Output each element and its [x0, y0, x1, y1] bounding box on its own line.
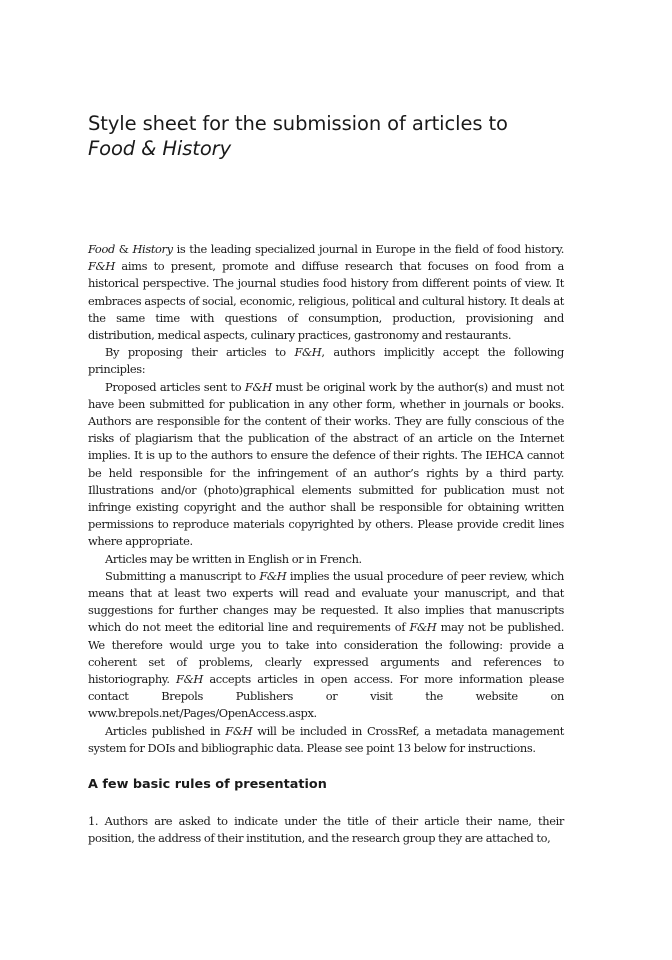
intro-p1-text2: aims to present, promote and diffuse research that focuses on food from a historical perspective. The journal studies food history from different points of view. It embraces aspects of social, economic, religious, political and cultural history. It deals at the same time with questions of consumption, production, provisioning and distribution, medical aspects, culinary practices, gastronomy and restaurants. [88, 259, 564, 343]
abbrev-fh: F&H [88, 259, 115, 274]
intro-p5-post: accepts articles in open access. For more information please contact Brepols Publishers or visit the website on www.brepols.net/Pages/OpenAccess.aspx. [88, 672, 564, 721]
document-title [88, 111, 564, 161]
intro-p2-post: , authors implicitly accept the following principles: [88, 345, 564, 377]
intro-p1-text: is the leading specialized journal in Europe in the field of food history. [172, 242, 565, 256]
intro-paragraph-2 [88, 344, 564, 378]
intro-p3-post: must be original work by the author(s) and must not have been submitted for publication in any other form, whether in journals or books. Authors are responsible for the content of their works. They are fully conscious of the risks of plagiarism that the publication of the abstract of an article on the Internet implies. It is up to the authors to ensure the defence of their rights. The IEHCA cannot be held responsible for the infringement of an author’s rights by a third party. Illustrations and/or (photo)graphical elements submitted for publication must not infringe existing copyright and the author shall be responsible for obtaining written permissions to reproduce materials copyrighted by others. Please provide credit lines where appropriate. [88, 379, 564, 549]
title-line-1: Style sheet for the submission of articles to [88, 112, 508, 135]
intro-paragraph-5 [88, 568, 564, 723]
rule-1-text: 1. Authors are asked to indicate under the title of their article their name, their position, the address of their institution, and the research group they are attached to, [88, 814, 564, 846]
section-heading: A few basic rules of presentation [88, 777, 327, 792]
intro-p5-pre: Submitting a manuscript to [105, 568, 260, 583]
intro-p6-pre: Articles published in [105, 723, 226, 738]
journal-name-history: History [132, 242, 173, 256]
title-line-2: Food & History [88, 137, 232, 160]
intro-paragraph-1 [88, 241, 564, 344]
abbrev-fh: F&H [225, 723, 253, 738]
intro-text [88, 241, 564, 757]
abbrev-fh: F&H [176, 672, 203, 687]
intro-p6-post: will be included in CrossRef, a metadata management system for DOIs and bibliographic data. Please see point 13 below for instructions. [88, 723, 564, 755]
intro-paragraph-3 [88, 379, 564, 551]
intro-p2-pre: By proposing their articles to [105, 345, 295, 360]
abbrev-fh: F&H [294, 345, 322, 360]
intro-paragraph-6 [88, 723, 564, 757]
journal-name-food: Food [88, 242, 115, 256]
intro-p3-pre: Proposed articles sent to [105, 379, 245, 394]
abbrev-fh: F&H [409, 620, 437, 635]
intro-p5-mid2: may not be published. We therefore would urge you to take into consideration the following: provide a coherent set of problems, clearly expressed arguments and references to historiography. [88, 620, 564, 687]
abbrev-fh: F&H [259, 568, 287, 583]
intro-p5-mid: implies the usual procedure of peer review, which means that at least two experts will read and evaluate your manuscript, and that suggestions for further changes may be requested. It also implies that manuscripts which do not meet the editorial line and requirements of [88, 568, 564, 635]
abbrev-fh: F&H [244, 379, 272, 394]
intro-paragraph-4: Articles may be written in English or in French. [105, 551, 362, 566]
journal-name-amp: & [114, 242, 133, 256]
